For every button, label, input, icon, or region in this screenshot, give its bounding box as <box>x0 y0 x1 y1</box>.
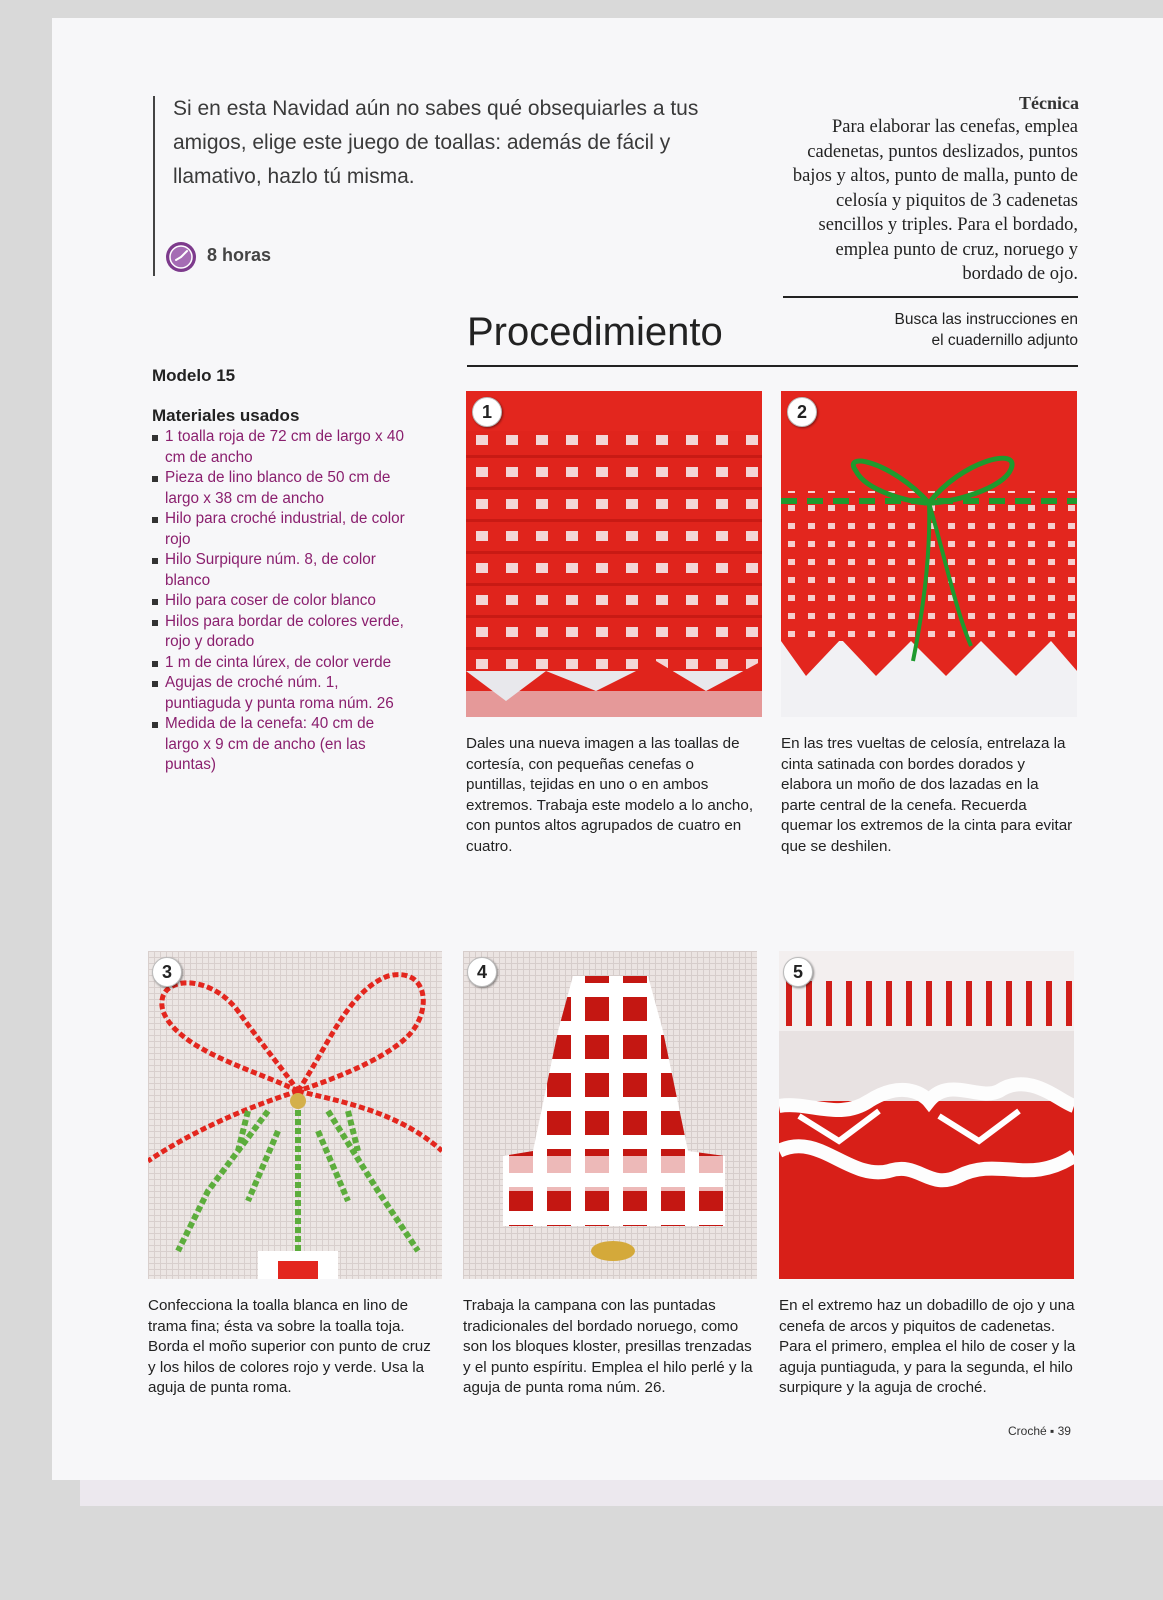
material-item: Agujas de croché núm. 1, puntiaguda y punta roma núm. 26 <box>150 673 410 714</box>
material-item: Hilo Surpiqure núm. 8, de color blanco <box>150 550 410 591</box>
time-label: 8 horas <box>207 245 272 265</box>
step-5-photo <box>779 951 1074 1279</box>
modelo-label: Modelo 15 <box>152 366 236 385</box>
next-page-edge <box>80 1480 1163 1506</box>
step-number-badge: 4 <box>467 957 497 987</box>
material-item: 1 toalla roja de 72 cm de largo x 40 cm de ancho <box>150 427 410 468</box>
material-item: 1 m de cinta lúrex, de color verde <box>150 653 410 674</box>
step-number-badge: 1 <box>472 397 502 427</box>
material-item: Hilos para bordar de colores verde, rojo y dorado <box>150 612 410 653</box>
material-item: Hilo para coser de color blanco <box>150 591 410 612</box>
tecnica-title: Técnica <box>1019 93 1079 113</box>
step-3-caption: Confecciona la toalla blanca en lino de trama fina; ésta va sobre la toalla toja. Borda el moño superior con punto de cruz y los hilos de colores rojo y verde. Usa la aguja de punta roma. <box>148 1297 431 1397</box>
step-5-caption: En el extremo haz un dobadillo de ojo y una cenefa de arcos y piquitos de cadenetas. Para el primero, emplea el hilo de coser y la aguja puntiaguda, y para la segunda, el hilo surpiqure y la aguja de croché. <box>779 1297 1076 1397</box>
step-1-photo <box>466 391 762 717</box>
step-3-photo <box>148 951 442 1279</box>
material-item: Hilo para croché industrial, de color rojo <box>150 509 410 550</box>
step-2-photo <box>781 391 1077 717</box>
step-4-caption: Trabaja la campana con las puntadas tradicionales del bordado noruego, como son los bloques kloster, presillas trenzadas y el punto espíritu. Emplea el hilo perlé y la aguja de punta roma núm. 26. <box>463 1297 753 1397</box>
tecnica-rule <box>783 296 1078 298</box>
tecnica-text: Para elaborar las cenefas, emplea cadenetas, puntos deslizados, puntos bajos y altos, punto de malla, punto de celosía y piquitos de 3 cadenetas sencillos y triples. Para el bordado, emplea punto de cruz, noruego y bordado de ojo. <box>792 117 1078 284</box>
step-number-badge: 2 <box>787 397 817 427</box>
step-4-photo <box>463 951 757 1279</box>
step-number-badge: 5 <box>783 957 813 987</box>
step-number-badge: 3 <box>152 957 182 987</box>
step-2-caption: En las tres vueltas de celosía, entrelaza la cinta satinada con bordes dorados y elabora un moño de dos lazadas en la parte central de la cenefa. Recuerda quemar los extremos de la cinta para evitar que se deshilen. <box>781 735 1073 855</box>
material-item: Pieza de lino blanco de 50 cm de largo x 38 cm de ancho <box>150 468 410 509</box>
step-1-caption: Dales una nueva imagen a las toallas de cortesía, con pequeñas cenefas o puntillas, tejidas en uno o en ambos extremos. Trabaja este modelo a lo ancho, con puntos altos agrupados de cuatro en cuatro. <box>466 735 754 855</box>
instructions-note: Busca las instrucciones en el cuadernillo adjunto <box>894 311 1078 349</box>
material-item: Medida de la cenefa: 40 cm de largo x 9 cm de ancho (en las puntas) <box>150 714 410 776</box>
procedimiento-title: Procedimiento <box>467 310 723 354</box>
page-folio: Croché ▪ 39 <box>1008 1424 1071 1438</box>
intro-text: Si en esta Navidad aún no sabes qué obsequiarles a tus amigos, elige este juego de toallas: además de fácil y llamativo, hazlo tú misma. <box>173 97 699 188</box>
materiales-list <box>150 427 410 776</box>
clock-icon <box>165 241 197 273</box>
intro-rule <box>153 96 155 276</box>
materiales-title: Materiales usados <box>152 406 300 425</box>
procedimiento-rule <box>467 365 1078 367</box>
